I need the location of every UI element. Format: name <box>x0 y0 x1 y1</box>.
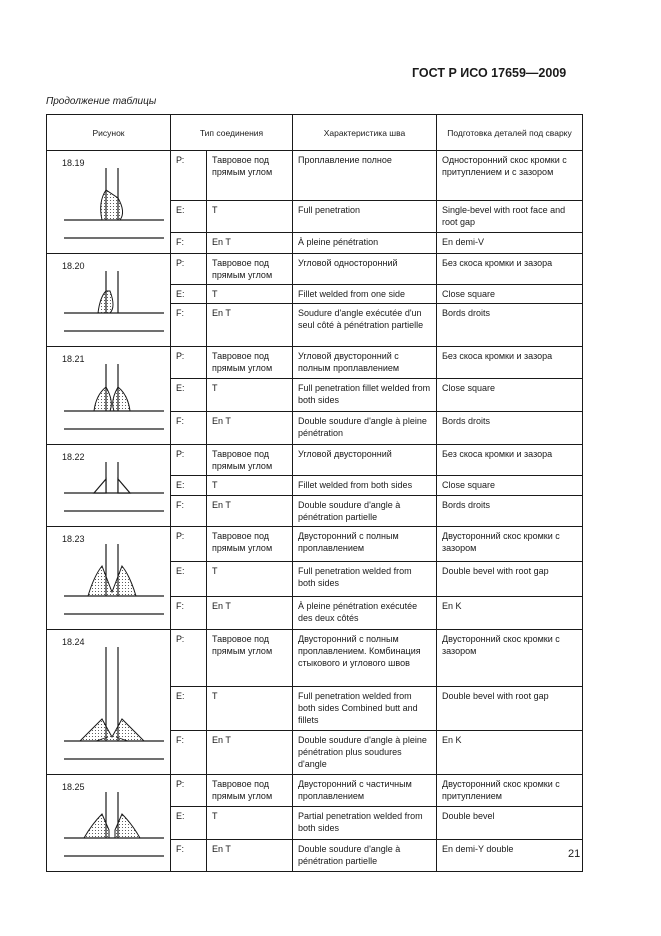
preparation-cell: En demi-V <box>437 233 583 254</box>
preparation-cell: Двусторонний скос кромки с притуплением <box>437 775 583 807</box>
column-header-figure: Рисунок <box>47 115 171 151</box>
table-row <box>47 347 583 379</box>
figure-cell <box>47 775 171 872</box>
preparation-cell: Односторонний скос кромки с притуплением и с зазором <box>437 151 583 201</box>
preparation-cell: Double bevel with root gap <box>437 686 583 730</box>
lang-code-cell: F: <box>171 596 207 629</box>
preparation-cell: Без скоса кромки и зазора <box>437 445 583 476</box>
joint-type-cell: Тавровое под прямым углом <box>207 527 293 562</box>
figure-cell <box>47 445 171 527</box>
lang-code-cell: Р: <box>171 445 207 476</box>
table-header-row <box>47 115 583 151</box>
lang-code-cell: F: <box>171 233 207 254</box>
characteristic-cell: Double soudure d'angle à pleine pénétration plus soudures d'angle <box>293 730 437 774</box>
preparation-cell: Без скоса кромки и зазора <box>437 254 583 285</box>
characteristic-cell: Double soudure d'angle à pénétration partielle <box>293 839 437 871</box>
column-header-preparation: Подготовка деталей под сварку <box>437 115 583 151</box>
table-row <box>47 445 583 476</box>
joint-type-cell: En T <box>207 839 293 871</box>
preparation-cell: Без скоса кромки и зазора <box>437 347 583 379</box>
table-row <box>47 151 583 201</box>
lang-code-cell: Р: <box>171 630 207 687</box>
joint-type-cell: Т <box>207 379 293 411</box>
joint-type-cell: Тавровое под прямым углом <box>207 254 293 285</box>
preparation-cell: En K <box>437 596 583 629</box>
joint-type-cell: Тавровое под прямым углом <box>207 347 293 379</box>
joint-type-cell: En T <box>207 496 293 527</box>
joint-type-cell: En T <box>207 596 293 629</box>
figure-number: 18.22 <box>62 452 85 462</box>
page-number: 21 <box>568 848 581 860</box>
figure-cell <box>47 151 171 254</box>
figure-number: 18.24 <box>62 637 85 647</box>
preparation-cell: Bords droits <box>437 411 583 444</box>
lang-code-cell: Р: <box>171 527 207 562</box>
joint-type-cell: Т <box>207 807 293 839</box>
lang-code-cell: F: <box>171 304 207 347</box>
lang-code-cell: Р: <box>171 151 207 201</box>
preparation-cell: Close square <box>437 285 583 304</box>
figure-cell <box>47 347 171 445</box>
figure-number: 18.23 <box>62 534 85 544</box>
figure-number: 18.19 <box>62 158 85 168</box>
characteristic-cell: À pleine pénétration exécutée des deux côtés <box>293 596 437 629</box>
lang-code-cell: Е: <box>171 379 207 411</box>
column-header-characteristic: Характеристика шва <box>293 115 437 151</box>
joint-type-cell: Т <box>207 285 293 304</box>
table-row <box>47 527 583 562</box>
table-row <box>47 254 583 285</box>
joint-type-cell: Тавровое под прямым углом <box>207 445 293 476</box>
joint-type-cell: Тавровое под прямым углом <box>207 630 293 687</box>
figure-number: 18.25 <box>62 782 85 792</box>
lang-code-cell: Е: <box>171 201 207 233</box>
lang-code-cell: Е: <box>171 476 207 496</box>
preparation-cell: Double bevel with root gap <box>437 562 583 596</box>
characteristic-cell: Двусторонний с полным проплавлением <box>293 527 437 562</box>
characteristic-cell: Double soudure d'angle à pleine pénétration <box>293 411 437 444</box>
lang-code-cell: Е: <box>171 807 207 839</box>
figure-cell <box>47 630 171 775</box>
characteristic-cell: Угловой односторонний <box>293 254 437 285</box>
characteristic-cell: Partial penetration welded from both sides <box>293 807 437 839</box>
preparation-cell: Double bevel <box>437 807 583 839</box>
joint-type-cell: Т <box>207 476 293 496</box>
lang-code-cell: F: <box>171 411 207 444</box>
preparation-cell: Single-bevel with root face and root gap <box>437 201 583 233</box>
characteristic-cell: Fillet welded from one side <box>293 285 437 304</box>
table-continuation-caption: Продолжение таблицы <box>46 96 157 107</box>
lang-code-cell: F: <box>171 496 207 527</box>
preparation-cell: Двусторонний скос кромки с зазором <box>437 630 583 687</box>
characteristic-cell: Угловой двусторонний <box>293 445 437 476</box>
joint-type-cell: En T <box>207 233 293 254</box>
characteristic-cell: Угловой двусторонний с полным проплавлением <box>293 347 437 379</box>
lang-code-cell: Е: <box>171 686 207 730</box>
characteristic-cell: Fillet welded from both sides <box>293 476 437 496</box>
table-row <box>47 630 583 687</box>
characteristic-cell: Soudure d'angle exécutée d'un seul côté à pénétration partielle <box>293 304 437 347</box>
preparation-cell: Close square <box>437 476 583 496</box>
characteristic-cell: À pleine pénétration <box>293 233 437 254</box>
preparation-cell: Close square <box>437 379 583 411</box>
joint-type-cell: Т <box>207 562 293 596</box>
characteristic-cell: Проплавление полное <box>293 151 437 201</box>
preparation-cell: En K <box>437 730 583 774</box>
joint-type-cell: Тавровое под прямым углом <box>207 151 293 201</box>
characteristic-cell: Двусторонний с полным проплавлением. Комбинация стыкового и углового швов <box>293 630 437 687</box>
column-header-joint-type: Тип соединения <box>171 115 293 151</box>
lang-code-cell: F: <box>171 730 207 774</box>
table-row <box>47 775 583 807</box>
characteristic-cell: Double soudure d'angle à pénétration partielle <box>293 496 437 527</box>
characteristic-cell: Full penetration fillet welded from both sides <box>293 379 437 411</box>
characteristic-cell: Full penetration <box>293 201 437 233</box>
lang-code-cell: F: <box>171 839 207 871</box>
figure-cell <box>47 527 171 630</box>
preparation-cell: Двусторонний скос кромки с зазором <box>437 527 583 562</box>
joint-diagram <box>52 633 171 771</box>
figure-number: 18.20 <box>62 261 85 271</box>
characteristic-cell: Full penetration welded from both sides <box>293 562 437 596</box>
joint-type-cell: Т <box>207 686 293 730</box>
characteristic-cell: Двусторонний с частичным проплавлением <box>293 775 437 807</box>
joint-type-cell: Т <box>207 201 293 233</box>
lang-code-cell: Р: <box>171 775 207 807</box>
weld-joint-table <box>46 114 583 872</box>
preparation-cell: Bords droits <box>437 304 583 347</box>
lang-code-cell: Р: <box>171 347 207 379</box>
lang-code-cell: Е: <box>171 562 207 596</box>
lang-code-cell: Е: <box>171 285 207 304</box>
preparation-cell: Bords droits <box>437 496 583 527</box>
characteristic-cell: Full penetration welded from both sides Combined butt and fillets <box>293 686 437 730</box>
joint-type-cell: En T <box>207 304 293 347</box>
figure-cell <box>47 254 171 347</box>
joint-type-cell: En T <box>207 730 293 774</box>
lang-code-cell: Р: <box>171 254 207 285</box>
document-code: ГОСТ Р ИСО 17659—2009 <box>412 66 567 80</box>
preparation-cell: En demi-Y double <box>437 839 583 871</box>
joint-type-cell: En T <box>207 411 293 444</box>
figure-number: 18.21 <box>62 354 85 364</box>
joint-type-cell: Тавровое под прямым углом <box>207 775 293 807</box>
